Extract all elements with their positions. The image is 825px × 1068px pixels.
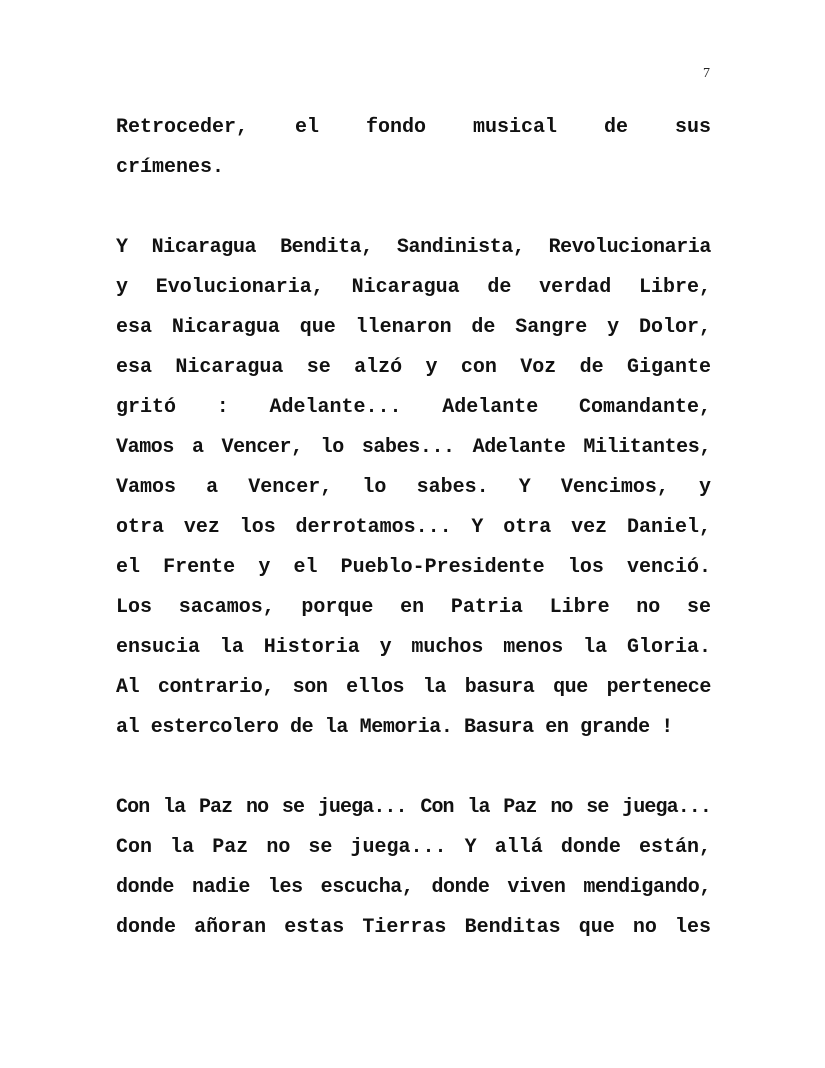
text-line: crímenes. bbox=[116, 156, 225, 179]
text-line: otra vez los derrotamos... Y otra vez Daniel, bbox=[116, 516, 711, 539]
paragraph-1 bbox=[116, 113, 711, 193]
text-line: Con la Paz no se juega... Con la Paz no se juega... bbox=[116, 796, 711, 819]
text-line: Vamos a Vencer, lo sabes. Y Vencimos, y bbox=[116, 476, 711, 499]
text-line: donde nadie les escucha, donde viven mendigando, bbox=[116, 876, 711, 899]
text-line: ensucia la Historia y muchos menos la Gloria. bbox=[116, 636, 711, 659]
text-line: esa Nicaragua se alzó y con Voz de Gigante bbox=[116, 356, 711, 379]
text-line: Retroceder, el fondo musical de sus bbox=[116, 116, 711, 139]
text-line: esa Nicaragua que llenaron de Sangre y Dolor, bbox=[116, 316, 711, 339]
text-line: gritó : Adelante... Adelante Comandante, bbox=[116, 396, 711, 419]
text-line: Al contrario, son ellos la basura que pertenece bbox=[116, 676, 711, 699]
text-line: el Frente y el Pueblo-Presidente los venció. bbox=[116, 556, 711, 579]
text-line: al estercolero de la Memoria. Basura en grande ! bbox=[116, 716, 673, 739]
text-line: donde añoran estas Tierras Benditas que no les bbox=[116, 916, 711, 939]
paragraph-3 bbox=[116, 793, 711, 953]
text-line: Los sacamos, porque en Patria Libre no se bbox=[116, 596, 711, 619]
text-line: Con la Paz no se juega... Y allá donde están, bbox=[116, 836, 711, 859]
body-text bbox=[116, 113, 711, 993]
text-line: Vamos a Vencer, lo sabes... Adelante Militantes, bbox=[116, 436, 711, 459]
paragraph-2 bbox=[116, 233, 711, 753]
text-line: y Evolucionaria, Nicaragua de verdad Libre, bbox=[116, 276, 711, 299]
page-number: 7 bbox=[703, 66, 710, 81]
text-line: Y Nicaragua Bendita, Sandinista, Revolucionaria bbox=[116, 236, 711, 259]
